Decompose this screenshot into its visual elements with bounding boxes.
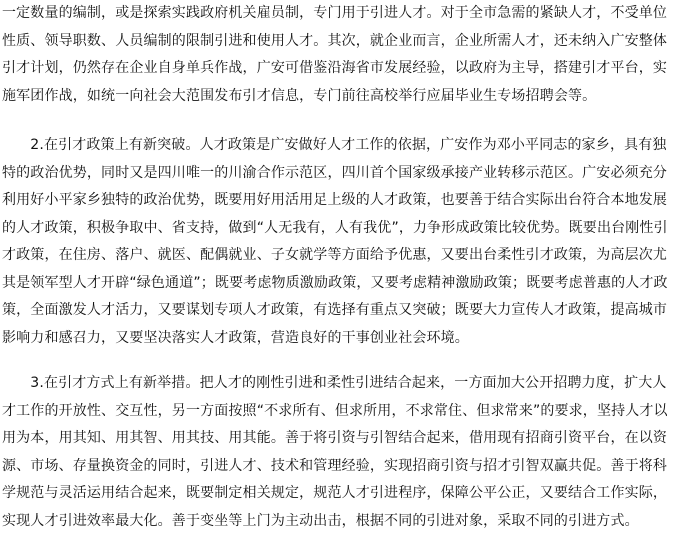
text-line: 利用好小平家乡独特的政治优势，既要用好用活用足上级的人才政策，也要善于结合实际出台符合本地发展 bbox=[2, 192, 668, 208]
text-line: 学规范与灵活运用结合起来，既要制定相关规定，规范人才引进程序，保障公平公正，又要结合工作实际， bbox=[2, 485, 668, 501]
text-line: 特的政治优势，同时又是四川唯一的川渝合作示范区，四川首个国家级承接产业转移示范区。广安必须充分 bbox=[2, 164, 668, 181]
paragraph-2 bbox=[2, 132, 672, 352]
text-line: 一定数量的编制，或是探索实践政府机关雇员制，专门用于引进人才。对于全市急需的紧缺人才，不受单位 bbox=[2, 5, 668, 21]
text-line: 引才计划，仍然存在企业自身单兵作战，广安可借鉴沿海省市发展经验，以政府为主导，搭建引才平台，实 bbox=[2, 60, 668, 76]
text-line: 策，全面激发人才活力，又要谋划专项人才政策，有选择有重点又突破；既要大力宣传人才政策，提高城市 bbox=[2, 302, 668, 318]
text-line: 影响力和感召力，又要坚决落实人才政策，营造良好的干事创业社会环境。 bbox=[2, 329, 469, 346]
text-line: 其是领军型人才开辟“绿色通道”；既要考虑物质激励政策，又要考虑精神激励政策；既要考虑普惠的人才政 bbox=[2, 274, 668, 291]
text-line: 性质、领导职数、人员编制的限制引进和使用人才。其次，就企业而言，企业所需人才，还未纳入广安整体 bbox=[2, 32, 668, 49]
text-line: 2.在引才政策上有新突破。人才政策是广安做好人才工作的依据，广安作为邓小平同志的家乡，具有独 bbox=[2, 137, 667, 153]
text-line: 用为本，用其知、用其智、用其技、用其能。善于将引资与引智结合起来，借用现有招商引资平台，在以资 bbox=[2, 430, 668, 446]
paragraph-1 bbox=[2, 0, 672, 110]
text-line: 才工作的开放性、交互性，另一方面按照“不求所有、但求所用，不求常住、但求常来”的要求，坚持人才以 bbox=[2, 402, 668, 419]
text-line: 才政策，在住房、落户、就医、配偶就业、子女就学等方面给予优惠，又要出台柔性引才政策，为高层次尤 bbox=[2, 247, 668, 263]
paragraph-3 bbox=[2, 370, 672, 535]
text-line: 源、市场、存量换资金的同时，引进人才、技术和管理经验，实现招商引资与招才引智双赢共促。善于将科 bbox=[2, 457, 668, 474]
text-line: 3.在引才方式上有新举措。把人才的刚性引进和柔性引进结合起来，一方面加大公开招聘力度，扩大人 bbox=[2, 375, 667, 391]
text-line: 的人才政策，积极争取中、省支持，做到“人无我有，人有我优”，力争形成政策比较优势。既要出台刚性引 bbox=[2, 219, 668, 236]
text-line: 实现人才引进效率最大化。善于变坐等上门为主动出击，根据不同的引进对象，采取不同的引进方式。 bbox=[2, 512, 639, 529]
text-line: 施军团作战，如统一向社会大范围发布引才信息，专门前往高校举行应届毕业生专场招聘会等。 bbox=[2, 87, 597, 104]
